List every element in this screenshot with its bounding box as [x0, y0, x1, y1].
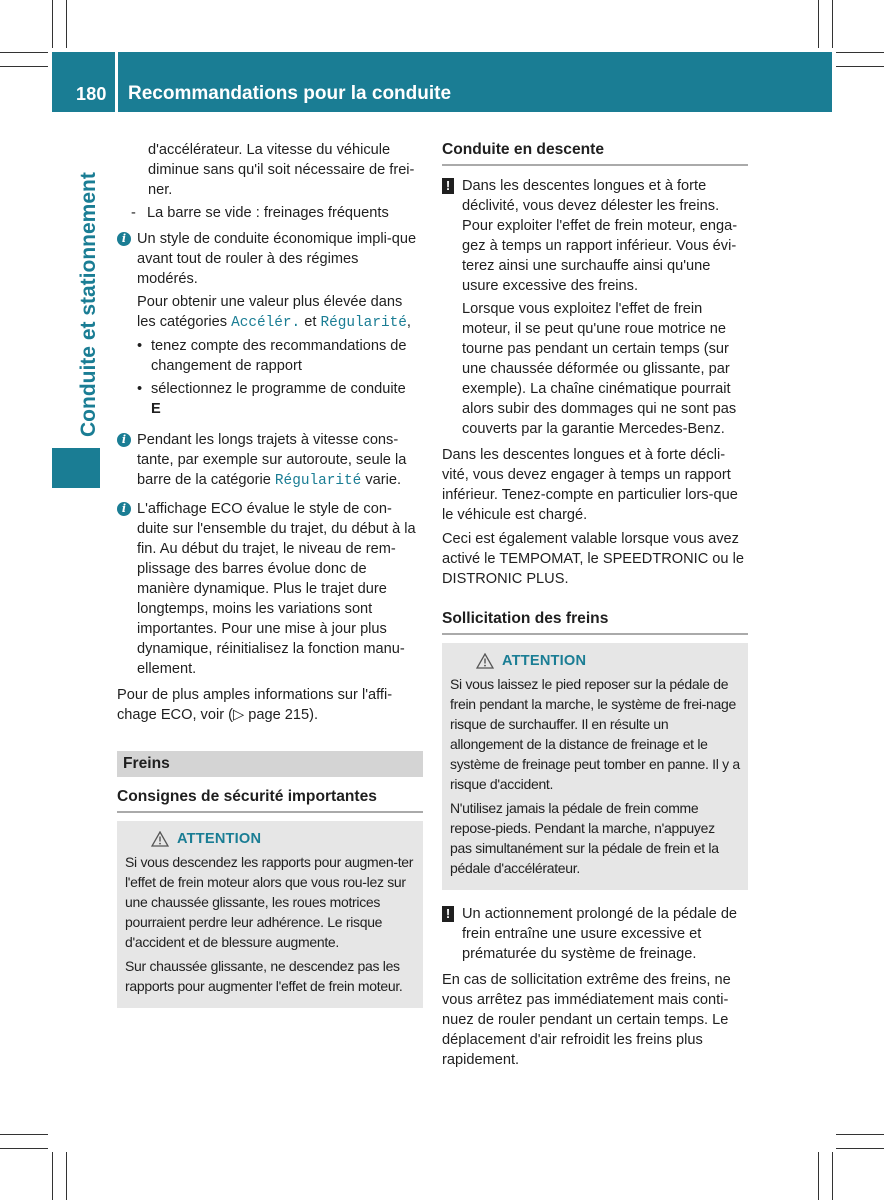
crop-mark [832, 1152, 833, 1200]
crop-mark [836, 66, 884, 67]
exclamation-icon: ! [442, 178, 454, 194]
dash-mark: - [131, 205, 136, 221]
section-heading: Freins [117, 751, 423, 777]
info-icon: i [117, 502, 131, 516]
warning-title [450, 651, 740, 671]
list-item-text: sélectionnez le programme de conduite [151, 381, 406, 397]
punctuation: , [406, 314, 411, 330]
warning-title [125, 829, 415, 849]
warning-box [117, 821, 423, 1008]
warning-text: Si vous laissez le pied reposer sur la pédale de frein pendant la marche, le système de frei-nage risque de surchauffer. Il en résulte un allongement de la distance de freinage et le système de freinage peut tomber en panne. Il y a risque d'accident. [450, 676, 740, 792]
warning-text: Sur chaussée glissante, ne descendez pas les rapports pour augmenter l'effet de frein moteur. [125, 958, 403, 994]
warning-label: ATTENTION [502, 653, 587, 669]
crop-mark [66, 0, 67, 48]
crop-mark [0, 66, 48, 67]
subsection-heading: Conduite en descente [442, 140, 748, 166]
list-item [137, 379, 423, 419]
caution-note [442, 904, 748, 964]
crop-mark [52, 1152, 53, 1200]
subsection-heading: Sollicitation des freins [442, 609, 748, 635]
conjunction: et [304, 314, 317, 330]
crop-mark [836, 1134, 884, 1135]
crop-mark [52, 0, 53, 48]
info-text-prefix: Pendant les longs trajets à vitesse cons-tante, par exemple sur autoroute, seule la barre de la catégorie [137, 432, 407, 488]
left-column [117, 140, 423, 1022]
exclamation-icon: ! [442, 906, 454, 922]
crop-mark [836, 52, 884, 53]
info-text: Un style de conduite économique impli-que avant tout de rouler à des régimes modérés. [137, 231, 417, 287]
info-text [137, 430, 423, 491]
info-note [117, 499, 423, 679]
paragraph: En cas de sollicitation extrême des freins, ne vous arrêtez pas immédiatement mais conti-nuez de rouler pendant un certain temps. Le déplacement d'air refroidit les freins plus rapidement. [442, 972, 731, 1068]
list-item-text: tenez compte des recommandations de changement de rapport [151, 338, 407, 374]
caution-text: Un actionnement prolongé de la pédale de frein entraîne une usure excessive et prématurée du système de freinage. [462, 906, 738, 962]
right-column [442, 140, 748, 1070]
display-message: Régularité [274, 473, 362, 489]
warning-text: Si vous descendez les rapports pour augmen-ter l'effet de frein moteur alors que vous rou-lez sur une chaussée glissante, les roues motrices pourraient perdre leur adhérence. Le risque d'accident et de blessure augmente. [125, 854, 414, 950]
side-tab-marker [52, 448, 100, 488]
warning-triangle-icon [151, 831, 169, 847]
caution-text: Lorsque vous exploitez l'effet de frein moteur, il se peut qu'une roue motrice ne tourne pas pendant un certain temps (sur une chaussée déformée ou glissante, par exemple). La chaîne cinématique pourrait alors subir des dommages qui ne sont pas couverts par la garantie Mercedes-Benz. [462, 301, 737, 437]
continued-text: d'accélérateur. La vitesse du véhicule diminue sans qu'il soit nécessaire de frei-ner. [148, 142, 415, 198]
page-title: Recommandations pour la conduite [128, 83, 452, 104]
crop-mark [832, 0, 833, 48]
side-tab-label: Conduite et stationnement [77, 172, 100, 437]
header-divider [115, 52, 118, 112]
crop-mark [0, 1134, 48, 1135]
list-item-text: La barre se vide : freinages fréquents [147, 205, 389, 221]
info-text-prefix: Pour obtenir une valeur plus élevée dans les catégories [137, 294, 403, 330]
bullet-mark: • [137, 381, 143, 397]
paragraph: Ceci est également valable lorsque vous avez activé le TEMPOMAT, le SPEEDTRONIC ou le DISTRONIC PLUS. [442, 531, 744, 587]
list-item [137, 336, 423, 376]
caution-text: Dans les descentes longues et à forte déclivité, vous devez délester les freins. Pour exploiter l'effet de frein moteur, enga-gez à temps un rapport inférieur. Vous évi-terez ainsi une surchauffe ainsi qu'une usure excessive des freins. [462, 178, 738, 294]
display-message: Régularité [320, 315, 407, 331]
subsection-heading: Consignes de sécurité importantes [117, 787, 423, 813]
bullet-mark: • [137, 338, 143, 354]
info-text [137, 292, 423, 333]
info-icon: i [117, 433, 131, 447]
warning-triangle-icon [476, 653, 494, 669]
info-note [117, 430, 423, 491]
crop-mark [0, 52, 48, 53]
paragraph: Dans les descentes longues et à forte décli-vité, vous devez engager à temps un rapport inférieur. Tenez-compte en particulier lors-que le véhicule est chargé. [442, 447, 738, 523]
warning-box [442, 643, 748, 890]
warning-text: N'utilisez jamais la pédale de frein comme repose-pieds. Pendant la marche, n'appuyez pas simultanément sur la pédale de frein et la pédale d'accélérateur. [450, 800, 719, 876]
info-text: L'affichage ECO évalue le style de con-duite sur l'ensemble du trajet, du début à la fin. Au début du trajet, le niveau de rem-plissage des barres évolue donc de manière dynamique. Plus le trajet dure longtemps, moins les variations sont importantes. Pour une mise à jour plus dynamique, réinitialisez la fonction manu-ellement. [137, 501, 416, 677]
caution-note [442, 176, 748, 439]
info-note [117, 229, 423, 422]
info-icon: i [117, 232, 131, 246]
page-number: 180 [76, 84, 107, 104]
paragraph: Pour de plus amples informations sur l'affi-chage ECO, voir (▷ page 215). [117, 687, 393, 723]
info-text-suffix: varie. [365, 472, 402, 488]
drive-program-label: E [151, 401, 161, 417]
display-message: Accélér. [231, 315, 301, 331]
list-item [117, 203, 423, 223]
crop-mark [818, 1152, 819, 1200]
crop-mark [0, 1148, 48, 1149]
crop-mark [836, 1148, 884, 1149]
warning-label: ATTENTION [177, 831, 262, 847]
crop-mark [66, 1152, 67, 1200]
crop-mark [818, 0, 819, 48]
